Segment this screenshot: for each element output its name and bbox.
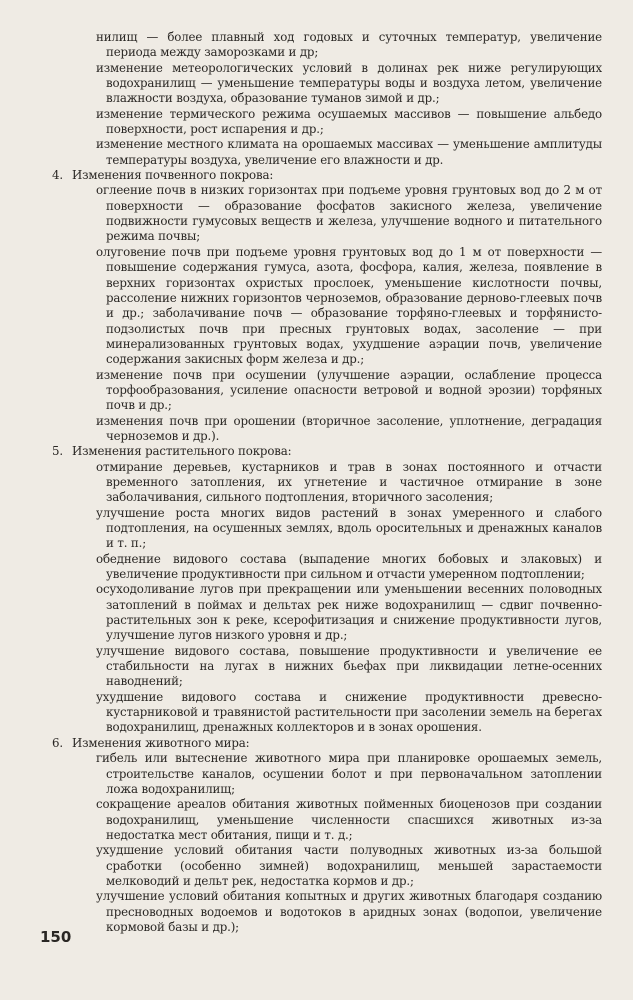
list-item: гибель или вытеснение животного мира при планировке орошаемых земель, строительстве каналов, осушении болот и при первоначальном затоплении ложа водохранилищ; [96, 751, 602, 796]
list-item: изменение почв при осушении (улучшение аэрации, ослабление процесса торфообразования, усиление опасности ветровой и водной эрозии) торфяных почв и др.; [96, 367, 602, 413]
section-fauna [52, 736, 602, 935]
page-number: 150 [40, 928, 72, 946]
section-heading [52, 168, 602, 183]
list-item: изменения почв при орошении (вторичное засоление, уплотнение, деградация черноземов и др.). [96, 413, 602, 443]
list-item: сокращение ареалов обитания животных пойменных биоценозов при создании водохранилищ, уменьшение численности спасшихся животных из-за недостатка мест обитания, пищи и т. д.; [96, 797, 602, 842]
climate-items [52, 30, 602, 168]
list-item: обеднение видового состава (выпадение многих бобовых и злаковых) и увеличение продуктивности при сильном и отчасти умеренном подтоплении; [96, 551, 602, 582]
section-title: Изменения почвенного покрова: [72, 168, 274, 183]
section-heading [52, 444, 602, 459]
list-item: изменение термического режима осушаемых массивов — повышение альбедо поверхности, рост испарения и др.; [96, 106, 602, 137]
section-title: Изменения животного мира: [72, 735, 250, 750]
list-item: ухудшение условий обитания части полуводных животных из-за большой сработки (особенно зимней) водохранилищ, меньшей зарастаемости мелководий и дельт рек, недостатка кормов и др.; [96, 843, 602, 888]
section-soil [52, 168, 602, 444]
list-item: изменение местного климата на орошаемых массивах — уменьшение амплитуды температуры воздуха, увеличение его влажности и др. [96, 137, 602, 167]
section-number: 6. [52, 735, 63, 750]
section-number: 5. [52, 444, 63, 459]
list-item: оглеение почв в низких горизонтах при подъеме уровня грунтовых вод до 2 м от поверхности — образование фосфатов закисного железа, увеличение подвижности гумусовых веществ и железа, улучшение водного и питательного режима почвы; [96, 183, 602, 244]
list-item: ухудшение видового состава и снижение продуктивности древесно-кустарниковой и травянистой растительности при засолении земель на берегах водохранилищ, дренажных коллекторов и в зонах орошения. [96, 689, 602, 735]
section-title: Изменения растительного покрова: [72, 444, 292, 459]
section-number: 4. [52, 168, 63, 183]
section-vegetation [52, 444, 602, 736]
list-item: нилищ — более плавный ход годовых и суточных температур, увеличение периода между заморозками и др; [96, 30, 602, 60]
page-text [52, 30, 602, 935]
list-item: улучшение условий обитания копытных и других животных благодаря созданию пресноводных водоемов и водотоков в аридных зонах (водопои, увеличение кормовой базы и др.); [96, 889, 602, 934]
section-heading [52, 736, 602, 751]
list-item: улучшение роста многих видов растений в зонах умеренного и слабого подтопления, на осушенных землях, вдоль оросительных и дренажных каналов и т. п.; [96, 505, 602, 551]
list-item: отмирание деревьев, кустарников и трав в зонах постоянного и отчасти временного затопления, их угнетение и частичное отмирание в зоне заболачивания, сильного подтопления, вторичного засоления; [96, 459, 602, 505]
list-item: олуговение почв при подъеме уровня грунтовых вод до 1 м от поверхности — повышение содержания гумуса, азота, фосфора, калия, железа, появление в верхних горизонтах охристых прослоек, уменьшение кислотности почвы, рассоление нижних горизонтов черноземов, образование дерново-глеевых почв и др.; заболачивание почв — образование торфяно-глеевых и торфянисто-подзолистых почв при пресных грунтовых водах, засоление — при минерализованных грунтовых водах, ухудшение аэрации почв, увеличение содержания закисных форм железа и др.; [96, 244, 602, 367]
list-item: изменение метеорологических условий в долинах рек ниже регулирующих водохранилищ — уменьшение температуры воды и воздуха летом, увеличение влажности воздуха, образование туманов зимой и др.; [96, 60, 602, 106]
list-item: улучшение видового состава, повышение продуктивности и увеличение ее стабильности на лугах в нижних бьефах при ликвидации летне-осенних наводнений; [96, 643, 602, 689]
list-item: осуходоливание лугов при прекращении или уменьшении весенних половодных затоплений в поймах и дельтах рек ниже водохранилищ — сдвиг почвенно-растительных зон к реке, ксерофитизация и снижение продуктивности лугов, улучшение лугов низкого уровня и др.; [96, 582, 602, 643]
